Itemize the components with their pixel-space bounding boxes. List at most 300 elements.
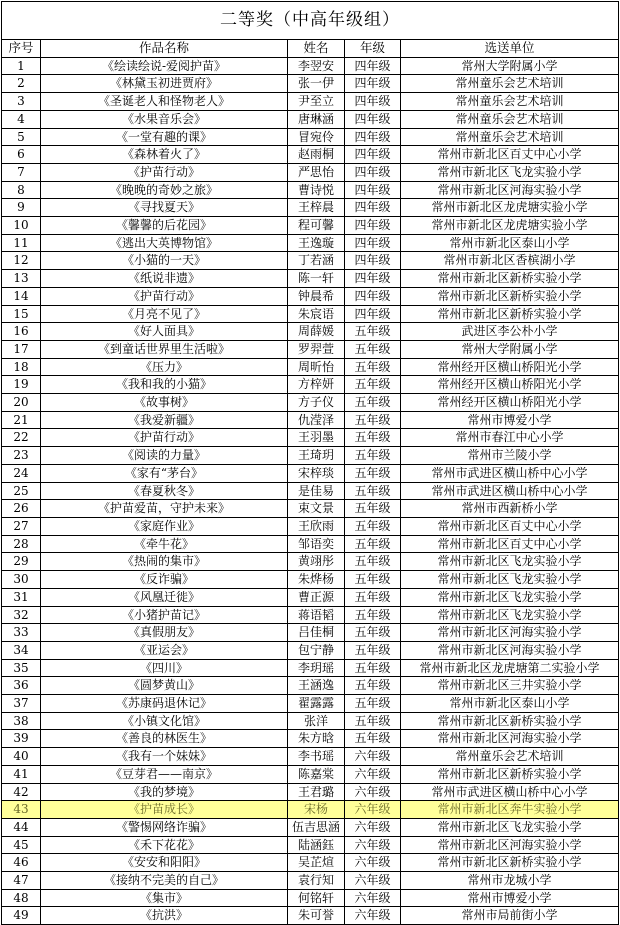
- cell-grade: 六年级: [345, 854, 401, 872]
- cell-name: 程可馨: [288, 217, 345, 235]
- cell-unit: 常州市龙城小学: [401, 872, 619, 890]
- cell-name: 袁行知: [288, 872, 345, 890]
- cell-no: 4: [2, 110, 41, 128]
- cell-grade: 五年级: [345, 464, 401, 482]
- cell-grade: 四年级: [345, 181, 401, 199]
- cell-unit: 常州市新北区百丈中心小学: [401, 517, 619, 535]
- cell-grade: 五年级: [345, 429, 401, 447]
- cell-no: 1: [2, 57, 41, 75]
- cell-grade: 六年级: [345, 872, 401, 890]
- cell-grade: 五年级: [345, 712, 401, 730]
- table-row: [2, 93, 619, 111]
- cell-name: 是佳易: [288, 482, 345, 500]
- cell-grade: 四年级: [345, 287, 401, 305]
- table-row: [2, 163, 619, 181]
- cell-work: 《亚运会》: [41, 641, 288, 659]
- cell-unit: 常州市博爱小学: [401, 411, 619, 429]
- cell-work: 《到童话世界里生活啦》: [41, 340, 288, 358]
- cell-unit: 常州市新北区龙虎塘第二实验小学: [401, 659, 619, 677]
- cell-no: 7: [2, 163, 41, 181]
- table-row: [2, 482, 619, 500]
- cell-grade: 四年级: [345, 252, 401, 270]
- table-row: [2, 677, 619, 695]
- award-table: [1, 1, 619, 925]
- table-row: [2, 854, 619, 872]
- cell-grade: 六年级: [345, 801, 401, 819]
- cell-no: 45: [2, 836, 41, 854]
- cell-name: 曹正源: [288, 588, 345, 606]
- cell-work: 《善良的林医生》: [41, 730, 288, 748]
- cell-name: 王君璐: [288, 783, 345, 801]
- cell-work: 《月亮不见了》: [41, 305, 288, 323]
- cell-name: 何铭轩: [288, 889, 345, 907]
- cell-name: 李翌安: [288, 57, 345, 75]
- cell-work: 《纸说非遗》: [41, 270, 288, 288]
- cell-name: 朱烨杨: [288, 571, 345, 589]
- cell-name: 仇滢泽: [288, 411, 345, 429]
- table-row: [2, 411, 619, 429]
- table-row: [2, 730, 619, 748]
- cell-no: 24: [2, 464, 41, 482]
- cell-name: 王涵逸: [288, 677, 345, 695]
- cell-grade: 五年级: [345, 553, 401, 571]
- cell-unit: 常州市新北区龙虎塘实验小学: [401, 199, 619, 217]
- table-row: [2, 305, 619, 323]
- cell-no: 18: [2, 358, 41, 376]
- cell-work: 《我和我的小猫》: [41, 376, 288, 394]
- table-row: [2, 624, 619, 642]
- table-row: [2, 358, 619, 376]
- table-row: [2, 394, 619, 412]
- cell-unit: 常州童乐会艺术培训: [401, 75, 619, 93]
- cell-work: 《真假朋友》: [41, 624, 288, 642]
- cell-name: 陆涵鈺: [288, 836, 345, 854]
- cell-name: 钟晨希: [288, 287, 345, 305]
- header-row: [2, 40, 619, 58]
- cell-name: 周薛媛: [288, 323, 345, 341]
- cell-grade: 四年级: [345, 93, 401, 111]
- cell-unit: 常州市武进区横山桥中心小学: [401, 783, 619, 801]
- cell-unit: 常州经开区横山桥阳光小学: [401, 358, 619, 376]
- cell-no: 43: [2, 801, 41, 819]
- table-row: [2, 606, 619, 624]
- cell-name: 吕佳桐: [288, 624, 345, 642]
- cell-name: 包宁静: [288, 641, 345, 659]
- table-row: [2, 889, 619, 907]
- cell-no: 46: [2, 854, 41, 872]
- cell-work: 《逃出大英博物馆》: [41, 234, 288, 252]
- cell-unit: 常州市春江中心小学: [401, 429, 619, 447]
- cell-name: 王欣雨: [288, 517, 345, 535]
- cell-grade: 五年级: [345, 695, 401, 713]
- cell-no: 8: [2, 181, 41, 199]
- cell-unit: 常州市新北区河海实验小学: [401, 641, 619, 659]
- cell-work: 《牵牛花》: [41, 535, 288, 553]
- cell-work: 《护苗成长》: [41, 801, 288, 819]
- cell-no: 34: [2, 641, 41, 659]
- cell-work: 《集市》: [41, 889, 288, 907]
- cell-unit: 常州市局前街小学: [401, 907, 619, 925]
- table-row: [2, 712, 619, 730]
- cell-unit: 常州市新北区新桥实验小学: [401, 854, 619, 872]
- cell-grade: 六年级: [345, 907, 401, 925]
- cell-work: 《护苗行动》: [41, 429, 288, 447]
- cell-grade: 五年级: [345, 730, 401, 748]
- cell-name: 朱方晗: [288, 730, 345, 748]
- cell-no: 2: [2, 75, 41, 93]
- cell-no: 6: [2, 146, 41, 164]
- cell-unit: 常州市新北区飞龙实验小学: [401, 163, 619, 181]
- cell-no: 49: [2, 907, 41, 925]
- cell-work: 《我爱新疆》: [41, 411, 288, 429]
- cell-work: 《护苗行动》: [41, 287, 288, 305]
- cell-unit: 常州市新北区泰山小学: [401, 234, 619, 252]
- cell-no: 47: [2, 872, 41, 890]
- cell-grade: 六年级: [345, 765, 401, 783]
- cell-no: 27: [2, 517, 41, 535]
- cell-unit: 常州大学附属小学: [401, 340, 619, 358]
- cell-no: 29: [2, 553, 41, 571]
- cell-unit: 常州市新北区飞龙实验小学: [401, 818, 619, 836]
- cell-no: 9: [2, 199, 41, 217]
- table-row: [2, 429, 619, 447]
- cell-name: 丁若涵: [288, 252, 345, 270]
- cell-work: 《森林着火了》: [41, 146, 288, 164]
- cell-grade: 四年级: [345, 57, 401, 75]
- cell-work: 《护苗爱苗，守护未来》: [41, 500, 288, 518]
- cell-name: 罗羿萱: [288, 340, 345, 358]
- cell-name: 王逸璇: [288, 234, 345, 252]
- cell-grade: 四年级: [345, 146, 401, 164]
- cell-unit: 常州市新北区新桥实验小学: [401, 765, 619, 783]
- cell-grade: 五年级: [345, 358, 401, 376]
- table-row: [2, 376, 619, 394]
- cell-name: 朱可誉: [288, 907, 345, 925]
- table-row: [2, 765, 619, 783]
- table-row: [2, 57, 619, 75]
- cell-name: 王羽墨: [288, 429, 345, 447]
- cell-name: 伍吉思涵: [288, 818, 345, 836]
- cell-work: 《馨馨的后花园》: [41, 217, 288, 235]
- cell-work: 《春夏秋冬》: [41, 482, 288, 500]
- cell-name: 方梓妍: [288, 376, 345, 394]
- table-row: [2, 836, 619, 854]
- table-row: [2, 447, 619, 465]
- cell-unit: 常州市新北区香槟湖小学: [401, 252, 619, 270]
- cell-no: 5: [2, 128, 41, 146]
- cell-unit: 常州市新北区百丈中心小学: [401, 535, 619, 553]
- cell-unit: 常州市武进区横山桥中心小学: [401, 464, 619, 482]
- cell-unit: 常州市新北区龙虎塘实验小学: [401, 217, 619, 235]
- cell-grade: 五年级: [345, 641, 401, 659]
- cell-no: 38: [2, 712, 41, 730]
- cell-no: 37: [2, 695, 41, 713]
- cell-no: 42: [2, 783, 41, 801]
- cell-unit: 常州市新北区河海实验小学: [401, 181, 619, 199]
- cell-no: 20: [2, 394, 41, 412]
- cell-no: 44: [2, 818, 41, 836]
- cell-name: 严思怡: [288, 163, 345, 181]
- table-row: [2, 517, 619, 535]
- cell-work: 《豆芽君——南京》: [41, 765, 288, 783]
- cell-grade: 五年级: [345, 394, 401, 412]
- header-work: 作品名称: [41, 40, 288, 58]
- cell-no: 36: [2, 677, 41, 695]
- table-row: [2, 818, 619, 836]
- cell-unit: 常州市新北区飞龙实验小学: [401, 571, 619, 589]
- table-row: [2, 110, 619, 128]
- cell-no: 26: [2, 500, 41, 518]
- cell-work: 《一堂有趣的课》: [41, 128, 288, 146]
- cell-no: 10: [2, 217, 41, 235]
- cell-work: 《接纳不完美的自己》: [41, 872, 288, 890]
- table-row: [2, 464, 619, 482]
- cell-unit: 常州市新北区新桥实验小学: [401, 305, 619, 323]
- cell-name: 李玥瑶: [288, 659, 345, 677]
- cell-work: 《抗洪》: [41, 907, 288, 925]
- cell-no: 41: [2, 765, 41, 783]
- table-row: [2, 872, 619, 890]
- cell-no: 30: [2, 571, 41, 589]
- header-grade: 年级: [345, 40, 401, 58]
- cell-no: 13: [2, 270, 41, 288]
- title-row: [2, 2, 619, 40]
- cell-unit: 常州市新北区百丈中心小学: [401, 146, 619, 164]
- table-body: [2, 57, 619, 924]
- cell-no: 25: [2, 482, 41, 500]
- table-row: [2, 270, 619, 288]
- table-row: [2, 340, 619, 358]
- table-row: [2, 234, 619, 252]
- cell-work: 《小镇文化馆》: [41, 712, 288, 730]
- cell-work: 《寻找夏天》: [41, 199, 288, 217]
- cell-work: 《反诈骗》: [41, 571, 288, 589]
- cell-work: 《四川》: [41, 659, 288, 677]
- cell-work: 《好人面具》: [41, 323, 288, 341]
- cell-work: 《警惕网络诈骗》: [41, 818, 288, 836]
- cell-grade: 五年级: [345, 411, 401, 429]
- table-row: [2, 588, 619, 606]
- cell-unit: 常州市博爱小学: [401, 889, 619, 907]
- cell-grade: 四年级: [345, 270, 401, 288]
- cell-name: 唐琳涵: [288, 110, 345, 128]
- cell-work: 《苏康码退休记》: [41, 695, 288, 713]
- cell-unit: 武进区李公朴小学: [401, 323, 619, 341]
- cell-unit: 常州市新北区新桥实验小学: [401, 270, 619, 288]
- cell-name: 周昕怡: [288, 358, 345, 376]
- cell-no: 12: [2, 252, 41, 270]
- cell-grade: 四年级: [345, 217, 401, 235]
- cell-grade: 五年级: [345, 517, 401, 535]
- cell-grade: 五年级: [345, 588, 401, 606]
- cell-unit: 常州市新北区奔牛实验小学: [401, 801, 619, 819]
- cell-grade: 五年级: [345, 340, 401, 358]
- cell-grade: 四年级: [345, 128, 401, 146]
- cell-unit: 常州市新北区泰山小学: [401, 695, 619, 713]
- cell-name: 邹语奕: [288, 535, 345, 553]
- cell-name: 李书瑶: [288, 748, 345, 766]
- cell-name: 赵雨桐: [288, 146, 345, 164]
- cell-grade: 四年级: [345, 110, 401, 128]
- cell-work: 《风凰迁徙》: [41, 588, 288, 606]
- cell-work: 《热闹的集市》: [41, 553, 288, 571]
- cell-grade: 六年级: [345, 836, 401, 854]
- cell-grade: 四年级: [345, 305, 401, 323]
- cell-no: 16: [2, 323, 41, 341]
- cell-work: 《阅读的力量》: [41, 447, 288, 465]
- cell-work: 《晚晚的奇妙之旅》: [41, 181, 288, 199]
- cell-no: 28: [2, 535, 41, 553]
- cell-grade: 四年级: [345, 163, 401, 181]
- cell-unit: 常州童乐会艺术培训: [401, 93, 619, 111]
- cell-grade: 五年级: [345, 482, 401, 500]
- cell-name: 方子仪: [288, 394, 345, 412]
- cell-grade: 五年级: [345, 659, 401, 677]
- cell-name: 翟露露: [288, 695, 345, 713]
- cell-name: 宋梓琰: [288, 464, 345, 482]
- cell-work: 《家有“茅台》: [41, 464, 288, 482]
- cell-no: 48: [2, 889, 41, 907]
- cell-work: 《压力》: [41, 358, 288, 376]
- cell-name: 张洋: [288, 712, 345, 730]
- cell-grade: 五年级: [345, 535, 401, 553]
- cell-grade: 五年级: [345, 376, 401, 394]
- cell-name: 陈嘉棠: [288, 765, 345, 783]
- cell-grade: 六年级: [345, 783, 401, 801]
- cell-work: 《家庭作业》: [41, 517, 288, 535]
- table-row: [2, 571, 619, 589]
- cell-grade: 五年级: [345, 677, 401, 695]
- cell-grade: 四年级: [345, 234, 401, 252]
- cell-work: 《林黛玉初进贾府》: [41, 75, 288, 93]
- cell-grade: 五年级: [345, 606, 401, 624]
- cell-unit: 常州市西新桥小学: [401, 500, 619, 518]
- award-sheet: [1, 1, 618, 925]
- table-row: [2, 287, 619, 305]
- cell-no: 39: [2, 730, 41, 748]
- cell-grade: 五年级: [345, 323, 401, 341]
- header-unit: 选送单位: [401, 40, 619, 58]
- table-row: [2, 252, 619, 270]
- header-name: 姓名: [288, 40, 345, 58]
- sheet-title: 二等奖（中高年级组）: [2, 2, 619, 40]
- cell-no: 31: [2, 588, 41, 606]
- cell-no: 15: [2, 305, 41, 323]
- cell-unit: 常州市新北区河海实验小学: [401, 836, 619, 854]
- cell-unit: 常州市新北区新桥实验小学: [401, 712, 619, 730]
- cell-grade: 四年级: [345, 199, 401, 217]
- cell-no: 23: [2, 447, 41, 465]
- cell-unit: 常州市新北区飞龙实验小学: [401, 588, 619, 606]
- cell-grade: 六年级: [345, 889, 401, 907]
- cell-work: 《绘读绘说-爱阅护苗》: [41, 57, 288, 75]
- table-row: [2, 128, 619, 146]
- cell-name: 吴芷煊: [288, 854, 345, 872]
- cell-no: 3: [2, 93, 41, 111]
- table-row: [2, 181, 619, 199]
- cell-no: 32: [2, 606, 41, 624]
- cell-unit: 常州市新北区河海实验小学: [401, 624, 619, 642]
- cell-unit: 常州市兰陵小学: [401, 447, 619, 465]
- cell-name: 朱宸语: [288, 305, 345, 323]
- cell-work: 《故事树》: [41, 394, 288, 412]
- cell-no: 19: [2, 376, 41, 394]
- cell-grade: 五年级: [345, 500, 401, 518]
- cell-work: 《安安和阳阳》: [41, 854, 288, 872]
- cell-grade: 六年级: [345, 818, 401, 836]
- cell-no: 14: [2, 287, 41, 305]
- cell-work: 《圆梦黄山》: [41, 677, 288, 695]
- cell-name: 宋杨: [288, 801, 345, 819]
- cell-work: 《我有一个妹妹》: [41, 748, 288, 766]
- cell-grade: 五年级: [345, 624, 401, 642]
- cell-grade: 五年级: [345, 571, 401, 589]
- table-row: [2, 217, 619, 235]
- cell-unit: 常州大学附属小学: [401, 57, 619, 75]
- cell-no: 11: [2, 234, 41, 252]
- table-row: [2, 146, 619, 164]
- cell-name: 冒宛伶: [288, 128, 345, 146]
- header-no: 序号: [2, 40, 41, 58]
- cell-work: 《小猫的一天》: [41, 252, 288, 270]
- cell-name: 张一伊: [288, 75, 345, 93]
- cell-work: 《圣诞老人和怪物老人》: [41, 93, 288, 111]
- cell-no: 22: [2, 429, 41, 447]
- cell-grade: 六年级: [345, 748, 401, 766]
- cell-name: 束文景: [288, 500, 345, 518]
- cell-name: 王琦玥: [288, 447, 345, 465]
- table-row: [2, 553, 619, 571]
- table-row: [2, 323, 619, 341]
- cell-unit: 常州市新北区三井实验小学: [401, 677, 619, 695]
- cell-grade: 四年级: [345, 75, 401, 93]
- cell-unit: 常州市新北区新桥实验小学: [401, 287, 619, 305]
- table-row: [2, 748, 619, 766]
- cell-unit: 常州市新北区河海实验小学: [401, 730, 619, 748]
- cell-unit: 常州市新北区飞龙实验小学: [401, 553, 619, 571]
- cell-work: 《我的梦境》: [41, 783, 288, 801]
- cell-unit: 常州市武进区横山桥中心小学: [401, 482, 619, 500]
- cell-work: 《禾下花花》: [41, 836, 288, 854]
- cell-no: 17: [2, 340, 41, 358]
- cell-name: 蒋语韬: [288, 606, 345, 624]
- cell-work: 《护苗行动》: [41, 163, 288, 181]
- table-row: [2, 641, 619, 659]
- table-row: [2, 75, 619, 93]
- table-row: [2, 695, 619, 713]
- cell-unit: 常州市新北区飞龙实验小学: [401, 606, 619, 624]
- cell-work: 《小猪护苗记》: [41, 606, 288, 624]
- table-row: [2, 199, 619, 217]
- cell-unit: 常州童乐会艺术培训: [401, 128, 619, 146]
- cell-unit: 常州童乐会艺术培训: [401, 110, 619, 128]
- table-row: [2, 783, 619, 801]
- cell-no: 21: [2, 411, 41, 429]
- cell-no: 33: [2, 624, 41, 642]
- cell-name: 王梓晨: [288, 199, 345, 217]
- cell-name: 尹至立: [288, 93, 345, 111]
- cell-no: 35: [2, 659, 41, 677]
- cell-name: 黄翊彤: [288, 553, 345, 571]
- cell-name: 曹诗悦: [288, 181, 345, 199]
- cell-unit: 常州经开区横山桥阳光小学: [401, 394, 619, 412]
- cell-no: 40: [2, 748, 41, 766]
- table-row: [2, 535, 619, 553]
- cell-unit: 常州童乐会艺术培训: [401, 748, 619, 766]
- cell-name: 陈一轩: [288, 270, 345, 288]
- table-row-highlighted: [2, 801, 619, 819]
- table-row: [2, 659, 619, 677]
